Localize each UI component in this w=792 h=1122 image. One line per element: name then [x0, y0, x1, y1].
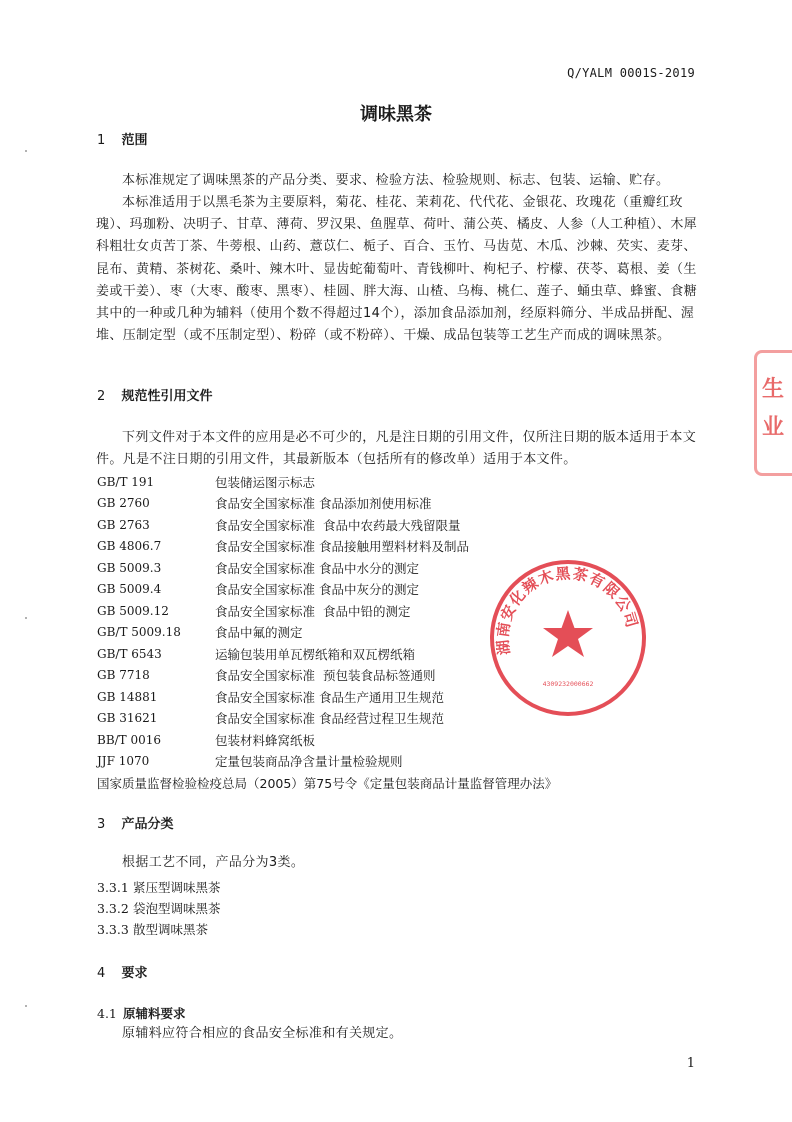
stamp-org-name: 湖南安化辣木黑茶有限公司 — [493, 564, 642, 656]
section-title: 规范性引用文件 — [121, 389, 213, 404]
reference-code: GB 4806.7 — [97, 539, 162, 554]
section-title: 范围 — [121, 133, 148, 148]
reference-row — [97, 471, 697, 493]
section-title: 要求 — [121, 966, 148, 981]
star-icon — [543, 610, 593, 657]
reference-row — [97, 493, 697, 515]
edge-seal — [740, 350, 792, 470]
subsection-title: 原辅料要求 — [123, 1006, 186, 1021]
scan-speck — [25, 617, 27, 619]
reference-title: 食品安全国家标准 食品生产通用卫生规范 — [215, 689, 444, 705]
scope-text-1: 本标准规定了调味黑茶的产品分类、要求、检验方法、检验规则、标志、包装、运输、贮存。 — [122, 173, 670, 188]
section-requirements-heading — [97, 962, 148, 981]
classification-intro — [96, 852, 700, 874]
reference-title: 包装材料蜂窝纸板 — [215, 732, 316, 748]
reference-title: 食品安全国家标准 食品中铅的测定 — [215, 603, 411, 619]
reference-title: 食品中氟的测定 — [215, 625, 303, 641]
reference-title: 食品安全国家标准 食品经营过程卫生规范 — [215, 711, 444, 727]
reference-code: GB 5009.12 — [97, 603, 169, 618]
reference-title: 食品安全国家标准 预包装食品标签通则 — [215, 668, 436, 684]
item-number: 3.3.3 — [97, 922, 129, 937]
reference-code: GB/T 6543 — [97, 646, 162, 661]
scope-paragraph-1 — [96, 170, 700, 192]
refs-intro-text: 下列文件对于本文件的应用是必不可少的，凡是注日期的引用文件，仅所注日期的版本适用于本文件。凡是不注日期的引用文件，其最新版本（包括所有的修改单）适用于本文件。 — [96, 430, 697, 468]
section-number: 1 — [97, 133, 106, 148]
section-number: 3 — [97, 817, 106, 832]
reference-code: GB 31621 — [97, 711, 158, 726]
section-number: 4 — [97, 966, 106, 981]
scan-speck — [25, 1005, 27, 1007]
reference-code: GB/T 5009.18 — [97, 625, 181, 640]
classification-intro-text: 根据工艺不同，产品分为3类。 — [122, 855, 305, 870]
scope-text-2: 本标准适用于以黑毛茶为主要原料，菊花、桂花、茉莉花、代代花、金银花、玫瑰花（重瓣红玫瑰）、玛珈粉、决明子、甘草、薄荷、罗汉果、鱼腥草、荷叶、蒲公英、橘皮、人参（人工种植）、木犀科粗壮女贞苦丁茶、牛蒡根、山药、薏苡仁、栀子、百合、玉竹、马齿苋、木瓜、沙棘、芡实、麦芽、昆布、黄精、茶树花、桑叶、辣木叶、显齿蛇葡萄叶、青钱柳叶、枸杞子、柠檬、茯苓、葛根、姜（生姜或干姜）、枣（大枣、酸枣、黑枣）、桂圆、胖大海、山楂、乌梅、桃仁、莲子、蛹虫草、蜂蜜、食糖其中的一种或几种为辅料（使用个数不得超过14个），添加食品添加剂，经原料筛分、半成品拼配、渥堆、压制定型（或不压制定型）、粉碎（或不粉碎）、干燥、成品包装等工艺生产而成的调味黑茶。 — [96, 195, 698, 344]
document-code: Q/YALM 0001S-2019 — [567, 66, 695, 80]
reference-code: BB/T 0016 — [97, 732, 162, 747]
reference-title: 食品安全国家标准 食品添加剂使用标准 — [215, 496, 432, 512]
reference-title: 食品安全国家标准 食品接触用塑料材料及制品 — [215, 539, 469, 555]
scan-speck — [25, 150, 27, 152]
section-scope-heading — [97, 129, 148, 148]
reference-code: GB 2760 — [97, 496, 150, 511]
reference-title: 运输包装用单瓦楞纸箱和双瓦楞纸箱 — [215, 646, 416, 662]
section-classification-heading — [97, 813, 174, 832]
reference-code: GB/T 191 — [97, 474, 155, 489]
requirements-text: 原辅料应符合相应的食品安全标准和有关规定。 — [122, 1026, 403, 1041]
subsection-number: 4.1 — [97, 1006, 117, 1021]
edge-seal-char: 生 — [762, 377, 785, 402]
classification-item — [97, 899, 221, 917]
reference-code: GB 2763 — [97, 517, 150, 532]
decree-row — [97, 772, 697, 794]
reference-title: 食品安全国家标准 食品中水分的测定 — [215, 560, 419, 576]
item-number: 3.3.2 — [97, 901, 129, 916]
reference-row — [97, 514, 697, 536]
section-number: 2 — [97, 389, 106, 404]
classification-item — [97, 878, 221, 896]
reference-code: GB 7718 — [97, 668, 150, 683]
item-number: 3.3.1 — [97, 880, 129, 895]
section-title: 产品分类 — [121, 817, 174, 832]
company-stamp — [488, 558, 648, 718]
classification-item — [97, 920, 208, 938]
requirements-paragraph — [96, 1023, 700, 1045]
reference-code: JJF 1070 — [97, 754, 150, 769]
edge-seal-char: 业 — [762, 415, 785, 440]
section-refs-heading — [97, 385, 213, 404]
decree-text: 国家质量监督检验检疫总局（2005）第75号令《定量包装商品计量监督管理办法》 — [97, 775, 558, 791]
scope-paragraph-2 — [96, 192, 700, 347]
reference-row — [97, 729, 697, 751]
reference-title: 食品安全国家标准 食品中农药最大残留限量 — [215, 517, 461, 533]
item-label: 紧压型调味黑茶 — [133, 880, 221, 895]
reference-title: 定量包装商品净含量计量检验规则 — [215, 754, 403, 770]
page-number: 1 — [686, 1056, 695, 1071]
refs-intro-paragraph — [96, 427, 700, 471]
reference-code: GB 5009.4 — [97, 582, 162, 597]
reference-code: GB 14881 — [97, 689, 158, 704]
document-title: 调味黑茶 — [360, 104, 432, 125]
stamp-serial: 4309232000662 — [542, 680, 594, 688]
reference-title: 食品安全国家标准 食品中灰分的测定 — [215, 582, 419, 598]
reference-row — [97, 751, 697, 773]
item-label: 袋泡型调味黑茶 — [133, 901, 221, 916]
reference-title: 包装储运图示标志 — [215, 474, 316, 490]
item-label: 散型调味黑茶 — [133, 922, 209, 937]
subsection-heading — [97, 1004, 186, 1022]
reference-row — [97, 536, 697, 558]
reference-code: GB 5009.3 — [97, 560, 162, 575]
